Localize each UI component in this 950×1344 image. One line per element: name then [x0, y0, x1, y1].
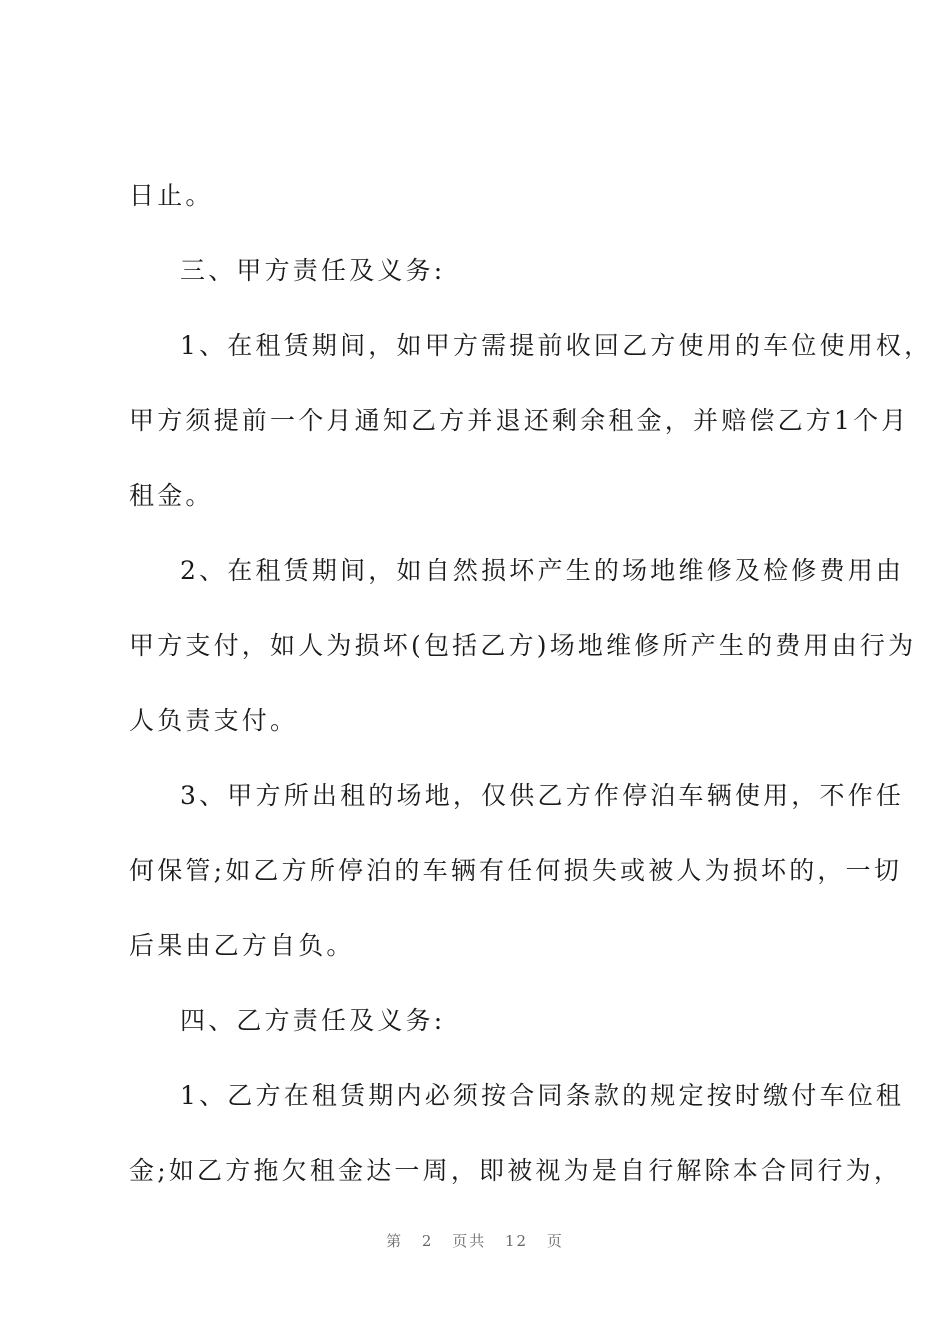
footer-page-number: 2	[421, 1232, 434, 1250]
text-line: 金;如乙方拖欠租金达一周，即被视为是自行解除本合同行为，	[129, 1156, 903, 1185]
text-line: 日止。	[129, 181, 214, 210]
section-heading: 三、甲方责任及义务:	[180, 256, 446, 285]
text-line: 2、在租赁期间，如自然损坏产生的场地维修及检修费用由	[180, 556, 905, 585]
text-line: 甲方须提前一个月通知乙方并退还剩余租金，并赔偿乙方1个月	[129, 406, 910, 435]
text-line: 3、甲方所出租的场地，仅供乙方作停泊车辆使用，不作任	[180, 781, 905, 810]
text-line: 租金。	[129, 481, 214, 510]
section-heading: 四、乙方责任及义务:	[180, 1006, 446, 1035]
text-line: 1、乙方在租赁期内必须按合同条款的规定按时缴付车位租	[180, 1081, 905, 1110]
text-line: 甲方支付，如人为损坏(包括乙方)场地维修所产生的费用由行为	[129, 631, 917, 660]
page-footer	[0, 1230, 950, 1251]
footer-total-pages: 12	[505, 1232, 529, 1250]
footer-middle: 页共	[452, 1232, 487, 1250]
footer-prefix: 第	[386, 1232, 404, 1250]
text-line: 何保管;如乙方所停泊的车辆有任何损失或被人为损坏的，一切	[129, 856, 903, 885]
text-line: 人负责支付。	[129, 706, 299, 735]
text-line: 后果由乙方自负。	[129, 931, 355, 960]
text-line: 1、在租赁期间，如甲方需提前收回乙方使用的车位使用权，	[180, 331, 933, 360]
footer-suffix: 页	[546, 1232, 564, 1250]
